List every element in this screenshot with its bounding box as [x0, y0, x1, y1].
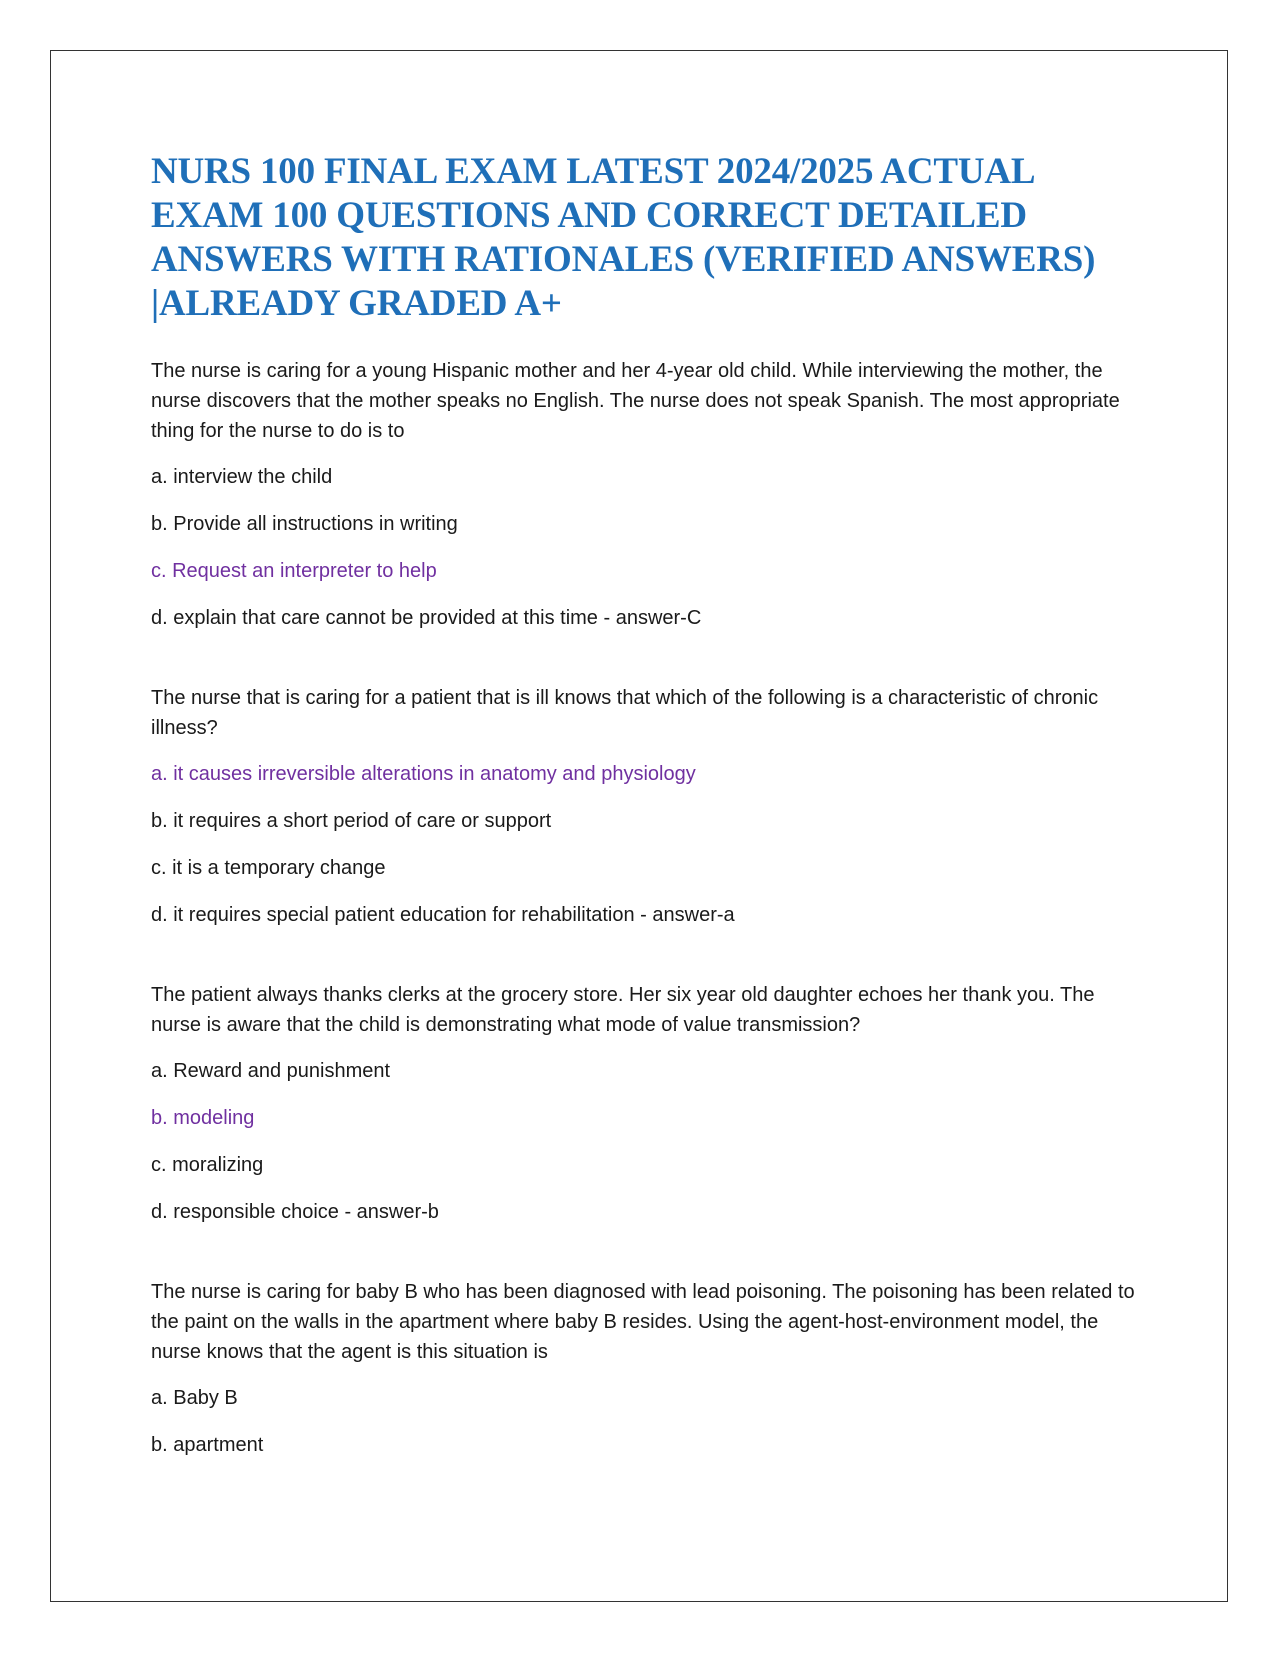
document-title: NURS 100 FINAL EXAM LATEST 2024/2025 ACTUAL EXAM 100 QUESTIONS AND CORRECT DETAILED ANSWERS WITH RATIONALES (VERIFIED ANSWERS) |ALREADY GRADED A+: [151, 151, 1096, 324]
option-a: a. Reward and punishment: [151, 1060, 391, 1082]
question-4: [151, 1277, 1141, 1460]
option-a: a. interview the child: [151, 466, 333, 488]
option-c-correct: c. Request an interpreter to help: [151, 560, 437, 582]
option-d: d. explain that care cannot be provided at this time - answer-C: [151, 607, 702, 629]
option-c: c. moralizing: [151, 1154, 264, 1176]
question-1: [151, 356, 1141, 633]
option-b: b. apartment: [151, 1434, 264, 1456]
question-3: [151, 980, 1141, 1227]
question-text: The nurse is caring for a young Hispanic mother and her 4-year old child. While interviewing the mother, the nurse discovers that the mother speaks no English. The nurse does not speak Spanish. The most appropriate thing for the nurse to do is to: [151, 360, 1120, 442]
option-d: d. responsible choice - answer-b: [151, 1201, 439, 1223]
option-c: c. it is a temporary change: [151, 857, 386, 879]
option-a: a. Baby B: [151, 1387, 238, 1409]
option-b-correct: b. modeling: [151, 1107, 255, 1129]
option-b: b. it requires a short period of care or support: [151, 810, 552, 832]
document-content: [151, 150, 1141, 1477]
question-text: The nurse is caring for baby B who has been diagnosed with lead poisoning. The poisoning has been related to the paint on the walls in the apartment where baby B resides. Using the agent-host-environment model, the nurse knows that the agent is this situation is: [151, 1281, 1135, 1363]
question-text: The patient always thanks clerks at the grocery store. Her six year old daughter echoes her thank you. The nurse is aware that the child is demonstrating what mode of value transmission?: [151, 984, 1095, 1036]
question-text: The nurse that is caring for a patient that is ill knows that which of the following is a characteristic of chronic illness?: [151, 687, 1099, 739]
option-d: d. it requires special patient education for rehabilitation - answer-a: [151, 904, 735, 926]
option-b: b. Provide all instructions in writing: [151, 513, 458, 535]
option-a-correct: a. it causes irreversible alterations in anatomy and physiology: [151, 763, 696, 785]
question-2: [151, 683, 1141, 930]
